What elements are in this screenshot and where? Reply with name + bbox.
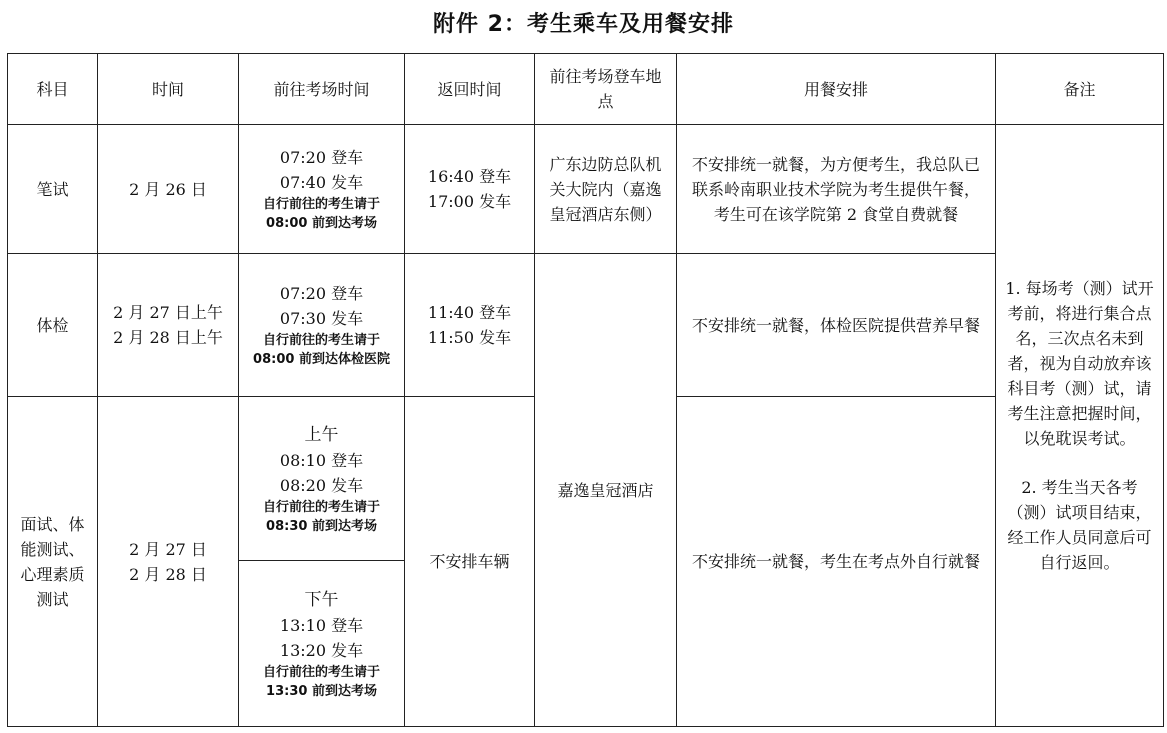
physical-date-2: 2 月 28 日上午 xyxy=(113,328,223,347)
am-label: 上午 xyxy=(304,424,339,445)
header-subject: 科目 xyxy=(8,54,98,125)
pm-board: 13:10 登车 xyxy=(279,615,364,635)
written-boarding-place: 广东边防总队机关大院内（嘉逸皇冠酒店东侧） xyxy=(535,125,677,254)
header-return-time: 返回时间 xyxy=(405,54,535,125)
physical-date-1: 2 月 27 日上午 xyxy=(113,303,223,322)
remark-note-2: 2. 考生当天各考（测）试项目结束，经工作人员同意后可自行返回。 xyxy=(1007,478,1152,572)
written-return-leave: 17:00 发车 xyxy=(427,192,512,211)
shared-boarding-place: 嘉逸皇冠酒店 xyxy=(535,254,677,727)
physical-self-note-2: 08:00 前到达体检医院 xyxy=(253,352,390,367)
remark-spacer xyxy=(1002,451,1157,475)
interview-subject: 面试、体能测试、心理素质测试 xyxy=(8,397,98,727)
physical-return xyxy=(405,254,535,397)
interview-meal: 不安排统一就餐，考生在考点外自行就餐 xyxy=(677,397,996,727)
header-meal: 用餐安排 xyxy=(677,54,996,125)
header-remarks: 备注 xyxy=(996,54,1164,125)
written-date: 2 月 26 日 xyxy=(98,125,239,254)
interview-date xyxy=(98,397,239,727)
remark-note-1: 1. 每场考（测）试开考前，将进行集合点名，三次点名未到者，视为自动放弃该科目考（测）试，请考生注意把握时间，以免耽误考试。 xyxy=(1005,279,1154,448)
written-return-board: 16:40 登车 xyxy=(427,167,512,186)
written-subject: 笔试 xyxy=(8,125,98,254)
physical-depart-board: 07:20 登车 xyxy=(279,284,364,303)
physical-date xyxy=(98,254,239,397)
am-note-1: 自行前往的考生请于 xyxy=(262,499,380,515)
written-depart-board: 07:20 登车 xyxy=(279,148,364,167)
physical-self-note-1: 自行前往的考生请于 xyxy=(262,333,380,348)
header-boarding-place: 前往考场登车地点 xyxy=(535,54,677,125)
header-depart-time: 前往考场时间 xyxy=(239,54,405,125)
physical-subject: 体检 xyxy=(8,254,98,397)
schedule-table xyxy=(7,53,1164,727)
page-title: 附件 2：考生乘车及用餐安排 xyxy=(433,12,734,37)
physical-depart-leave: 07:30 发车 xyxy=(279,309,364,328)
interview-depart-pm xyxy=(239,561,405,727)
written-self-note-1: 自行前往的考生请于 xyxy=(262,197,380,212)
interview-depart-am xyxy=(239,397,405,561)
remarks-cell xyxy=(996,125,1164,727)
pm-leave: 13:20 发车 xyxy=(279,640,364,660)
written-meal: 不安排统一就餐，为方便考生，我总队已联系岭南职业技术学院为考生提供午餐，考生可在该学院第 2 食堂自费就餐 xyxy=(677,125,996,254)
am-leave: 08:20 发车 xyxy=(279,475,364,495)
header-time: 时间 xyxy=(98,54,239,125)
pm-label: 下午 xyxy=(304,589,339,610)
written-depart xyxy=(239,125,405,254)
physical-return-leave: 11:50 发车 xyxy=(427,328,512,347)
am-board: 08:10 登车 xyxy=(279,450,364,470)
am-note-2: 08:30 前到达考场 xyxy=(266,518,377,534)
interview-date-2: 2 月 28 日 xyxy=(129,564,207,584)
interview-return: 不安排车辆 xyxy=(405,397,535,727)
written-self-note-2: 08:00 前到达考场 xyxy=(266,216,377,231)
interview-date-1: 2 月 27 日 xyxy=(129,539,207,559)
table-row xyxy=(8,125,1164,254)
physical-meal: 不安排统一就餐，体检医院提供营养早餐 xyxy=(677,254,996,397)
pm-note-1: 自行前往的考生请于 xyxy=(262,664,380,680)
table-row xyxy=(8,254,1164,397)
physical-return-board: 11:40 登车 xyxy=(427,303,512,322)
written-depart-leave: 07:40 发车 xyxy=(279,173,364,192)
pm-note-2: 13:30 前到达考场 xyxy=(266,683,377,699)
written-return xyxy=(405,125,535,254)
physical-depart xyxy=(239,254,405,397)
header-row xyxy=(8,54,1164,125)
